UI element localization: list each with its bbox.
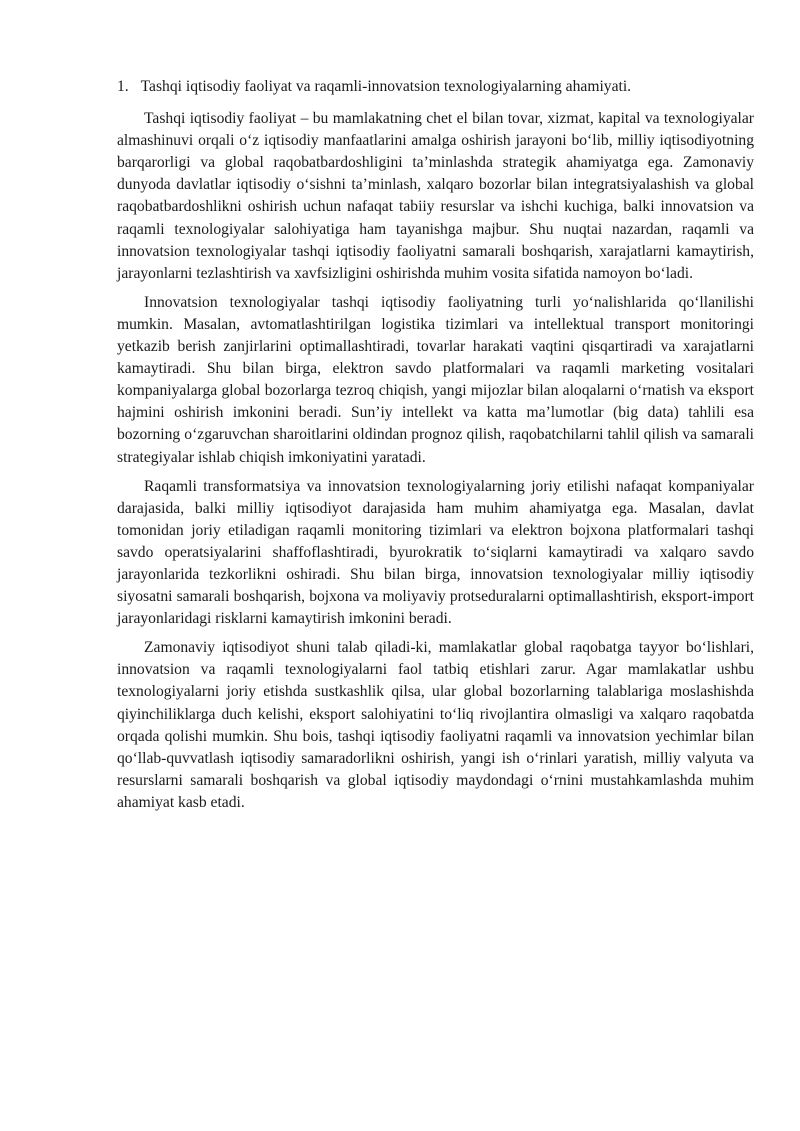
paragraph-3: Raqamli transformatsiya va innovatsion texnologiyalarning joriy etilishi nafaqat kompaniyalar darajasida, balki milliy iqtisodiyot darajasida ham muhim ahamiyatga ega. Masalan, davlat tomonidan joriy etiladigan raqamli monitoring tizimlari va elektron bojxona platformalari tashqi savdo operatsiyalarini shaffoflashtiradi, byurokratik to‘siqlarni kamaytiradi va xalqaro savdo jarayonlarida tezkorlikni oshiradi. Shu bilan birga, innovatsion texnologiyalar milliy iqtisodiy siyosatni samarali boshqarish, bojxona va moliyaviy protseduralarni optimallashtirish, eksport-import jarayonlaridagi risklarni kamaytirish imkonini beradi. [117, 477, 754, 628]
paragraph-4: Zamonaviy iqtisodiyot shuni talab qiladi-ki, mamlakatlar global raqobatga tayyor bo‘lishlari, innovatsion va raqamli texnologiyalarni faol tatbiq etishlari zarur. Agar mamlakatlar ushbu texnologiyalarni joriy etishda sustkashlik qilsa, ular global bozorlarning talablariga moslashishda qiyinchiliklarga duch kelishi, eksport salohiyatini to‘liq rivojlantira olmasligi va xalqaro raqobatda orqada qolishi mumkin. Shu bois, tashqi iqtisodiy faoliyatni raqamli va innovatsion yechimlar bilan qo‘llab-quvvatlash iqtisodiy samaradorlikni oshirish, yangi ish o‘rinlari yaratish, milliy valyuta va resurslarni samarali boshqarish va global iqtisodiy maydondagi o‘rnini mustahkamlashda muhim ahamiyat kasb etadi. [117, 639, 754, 811]
document-page [117, 70, 754, 821]
section-title: Tashqi iqtisodiy faoliyat va raqamli-innovatsion texnologiyalarning ahamiyati. [140, 78, 632, 95]
section-number: 1. [117, 78, 129, 95]
paragraph-1: Tashqi iqtisodiy faoliyat – bu mamlakatning chet el bilan tovar, xizmat, kapital va texnologiyalar almashinuvi orqali o‘z iqtisodiy manfaatlarini amalga oshirish jarayoni bo‘lib, milliy iqtisodiyotning barqarorligi va global raqobatbardoshligini ta’minlashda strategik ahamiyatga ega. Zamonaviy dunyoda davlatlar iqtisodiy o‘sishni ta’minlash, xalqaro bozorlar bilan integratsiyalashish va global raqobatbardoshlikni oshirish uchun nafaqat tabiiy resurslar va ishchi kuchiga, balki innovatsion va raqamli texnologiyalar salohiyatiga ham tayanishga majbur. Shu nuqtai nazardan, raqamli va innovatsion texnologiyalar tashqi iqtisodiy faoliyatni samarali boshqarish, xarajatlarni kamaytirish, jarayonlarni tezlashtirish va xavfsizligini oshirishda muhim vosita sifatida namoyon bo‘ladi. [117, 110, 754, 282]
paragraph-2: Innovatsion texnologiyalar tashqi iqtisodiy faoliyatning turli yo‘nalishlarida qo‘llanilishi mumkin. Masalan, avtomatlashtirilgan logistika tizimlari va intellektual transport monitoringi yetkazib berish zanjirlarini optimallashtiradi, tovarlar harakati vaqtini qisqartiradi va xarajatlarni kamaytiradi. Shu bilan birga, elektron savdo platformalari va raqamli marketing vositalari kompaniyalarga global bozorlarga tezroq chiqish, yangi mijozlar bilan aloqalarni o‘rnatish va eksport hajmini oshirish imkonini beradi. Sun’iy intellekt va katta ma’lumotlar (big data) tahlili esa bozorning o‘zgaruvchan sharoitlarini oldindan prognoz qilish, raqobatchilarni tahlil qilish va samarali strategiyalar ishlab chiqish imkoniyatini yaratadi. [117, 293, 754, 466]
section-heading [117, 76, 754, 98]
